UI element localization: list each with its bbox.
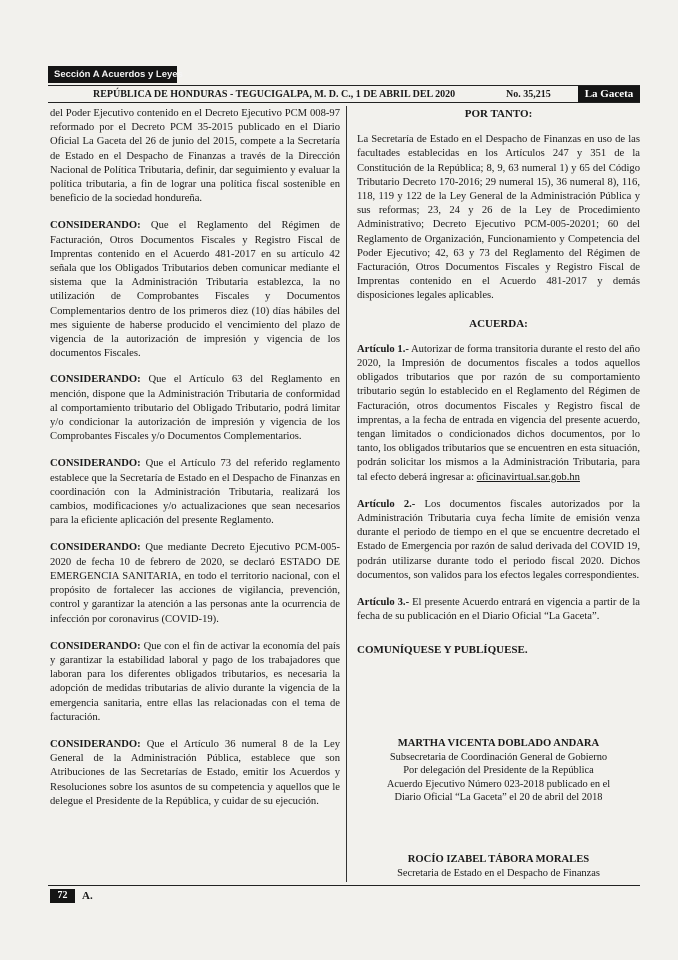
page-number: 72 xyxy=(50,889,75,903)
considerando-text: Que el Artículo 73 del referido reglamento establece que la Secretaría de Estado en el Despacho de Finanzas en coordinación con la Administración Tributaria, realizará los cambios, modificaciones y/o actualizaciones que sean necesarios para la eficiente aplicación del presente Reglamento. xyxy=(50,458,340,527)
articulo-text: Los documentos fiscales autorizados por la Administración Tributaria cuya fecha límite de emisión venza durante el periodo de tiempo en el que se encuentre decretado el Estado de Emergencia por razón de salud derivada del COVID 19, podrán utilizarse durante todo el periodo fiscal 2020. Dichos documentos, son validos para los efectos legales correspondientes. xyxy=(357,498,641,581)
articulo-paragraph xyxy=(357,498,640,583)
signatory-title: Diario Oficial “La Gaceta” el 20 de abril del 2018 xyxy=(394,792,603,804)
considerando-label: CONSIDERANDO: xyxy=(50,640,141,652)
considerando-paragraph xyxy=(50,457,340,528)
footer-divider xyxy=(48,885,640,886)
considerando-label: CONSIDERANDO: xyxy=(50,542,141,554)
section-label: Sección A Acuerdos y Leyes xyxy=(48,66,177,83)
considerando-paragraph xyxy=(50,640,340,725)
articulo-text: Autorizar de forma transitoria durante el resto del año 2020, la Impresión de documentos fiscales a todos aquellos obligados tributarios que por razón de su comportamiento tributario según lo establecido en el Reglamento del Régimen de Facturación, otros documentos Fiscales y Registro fiscal de imprentas, a la fecha de entrada en vigencia del presente acuerdo, tengan limitados o condicionados dichos documentos, por lo tanto, los obligados tributarios que se encuentren en esta situación, podrán solicitar los mismos a la Administración Tributaria, para tal efecto deberá ingresar a: xyxy=(357,343,641,483)
articulo-text: El presente Acuerdo entrará en vigencia a partir de la fecha de su publicación en el Diario Oficial “La Gaceta”. xyxy=(357,597,640,623)
articulo-label: Artículo 2.- xyxy=(357,498,416,510)
signatory-name: ROCÍO IZABEL TÁBORA MORALES xyxy=(407,854,590,865)
page-header xyxy=(48,85,640,103)
por-tanto-paragraph: La Secretaría de Estado en el Despacho de Finanzas en uso de las facultades establecidas en los Artículos 247 y 351 de la Constitución de la República; 8, 9, 63 numeral 1) y 65 del Código Tributario Decreto 170-2016; 29 numeral 15), 36 numeral 8), 116, 118, 119 y 122 de la Ley General de la Administración Pública y sus reformas; 23, 24 y 26 de la Ley de Procedimiento Administrativo; Decreto Ejecutivo PCM-005-20201; 60 del Reglamento de Organización, Funcionamiento y Competencia del Poder Ejecutivo; 42, 63 y 73 del Reglamento del Régimen de Facturación, Otros Documentos Fiscales y Registro Fiscal de Imprentas contenido en el Acuerdo 481-2017 y demás disposiciones legales aplicables. xyxy=(357,134,640,302)
closing-statement: COMUNÍQUESE Y PUBLÍQUESE. xyxy=(357,643,528,656)
por-tanto-heading: POR TANTO: xyxy=(464,108,533,120)
signatory-name: MARTHA VICENTA DOBLADO ANDARA xyxy=(397,738,600,749)
considerando-label: CONSIDERANDO: xyxy=(50,220,141,232)
articulo-label: Artículo 3.- xyxy=(357,597,410,609)
page-section: A. xyxy=(82,890,93,902)
articulo-paragraph xyxy=(357,343,640,485)
oficina-virtual-link[interactable]: oficinavirtual.sar.gob.hn xyxy=(476,471,580,483)
signature-block xyxy=(357,737,640,805)
considerando-text: Que mediante Decreto Ejecutivo PCM-005-2020 de fecha 10 de febrero de 2020, se declaró ESTADO DE EMERGENCIA SANITARIA, en todo el territorio nacional, con el propósito de fortalecer las acciones de vigilancia, prevención, control y garantizar la atención a las personas ante la ocurrencia de infección por coronavirus (COVID-19). xyxy=(50,542,340,625)
articulo-paragraph xyxy=(357,596,640,624)
considerando-text: Que el Reglamento del Régimen de Facturación, Otros Documentos Fiscales y Registro Fiscal de Imprentas contenido en el Acuerdo 481-2017 en su artículo 42 señala que los Obligados Tributarios deben comunicar mediante el sistema que la Administración Tributaria establezca, la no utilización de Comprobantes Fiscales y Documentos Complementarios dentro de los primeros diez (10) días hábiles del mes siguiente de haberse producido el vencimiento del plazo de vigencia de la autorización de impresión y vigencia de los documentos Fiscales. xyxy=(50,220,340,360)
header-title: REPÚBLICA DE HONDURAS - TEGUCIGALPA, M. D. C., 1 DE ABRIL DEL 2020 xyxy=(93,89,456,100)
left-column xyxy=(50,107,340,822)
right-column xyxy=(357,107,640,657)
considerando-label: CONSIDERANDO: xyxy=(50,738,141,750)
header-divider xyxy=(48,102,640,103)
signatory-title: Acuerdo Ejecutivo Número 023-2018 publicado en el xyxy=(386,778,611,790)
considerando-text: Que el Artículo 63 del Reglamento en mención, dispone que la Administración Tributaria de conformidad al comportamiento tributario del Obligado Tributario, podrá limitar y/o condicionar la autorización de impresión y vigencia de los Comprobantes Fiscales y/o Documentos Complementarios. xyxy=(50,374,340,443)
signatory-title: Secretaria de Estado en el Despacho de Finanzas xyxy=(397,868,600,879)
publication-name: La Gaceta xyxy=(578,86,640,103)
considerando-label: CONSIDERANDO: xyxy=(50,374,141,386)
articulo-label: Artículo 1.- xyxy=(357,343,409,355)
signature-block xyxy=(357,853,640,880)
issue-number: No. 35,215 xyxy=(506,89,551,100)
considerando-text: Que con el fin de activar la economía del país y garantizar la estabilidad laboral y pago de los trabajadores que laboran para los diferentes obligados tributarios, es necesaria la adopción de medidas tributarias de alivio durante la vigencia de la emergencia sanitaria, entre ellas las relacionadas con el tema de facturación. xyxy=(50,640,340,723)
acuerda-heading: ACUERDA: xyxy=(469,317,528,330)
intro-paragraph: del Poder Ejecutivo contenido en el Decreto Ejecutivo PCM 008-97 reformado por el Decreto PCM 35-2015 publicado en el Diario Oficial La Gaceta del 26 de junio del 2015, compete a la Secretaría de Estado en el Despacho de Finanzas a través de la Dirección Nacional de Política Tributaria, definir, dar seguimiento y evaluar la política tributaria, a fin de lograr una política fiscal sostenible en beneficio de la sociedad hondureña. xyxy=(50,108,340,205)
considerando-label: CONSIDERANDO: xyxy=(50,458,141,470)
signatory-title: Por delegación del Presidente de la República xyxy=(403,765,594,777)
considerando-paragraph xyxy=(50,219,340,361)
considerando-paragraph xyxy=(50,541,340,626)
considerando-text: Que el Artículo 36 numeral 8 de la Ley General de la Administración Pública, establece que son Atribuciones de las Secretarías de Estado, emitir los Acuerdos y Resoluciones sobre los asuntos de su competencia y aquellos que le delegue el Presidente de la República, y cuidar de su ejecución. xyxy=(50,738,340,807)
column-divider xyxy=(346,106,347,882)
considerando-paragraph xyxy=(50,738,340,809)
signatory-title: Subsecretaria de Coordinación General de Gobierno xyxy=(389,752,608,763)
considerando-paragraph xyxy=(50,373,340,444)
